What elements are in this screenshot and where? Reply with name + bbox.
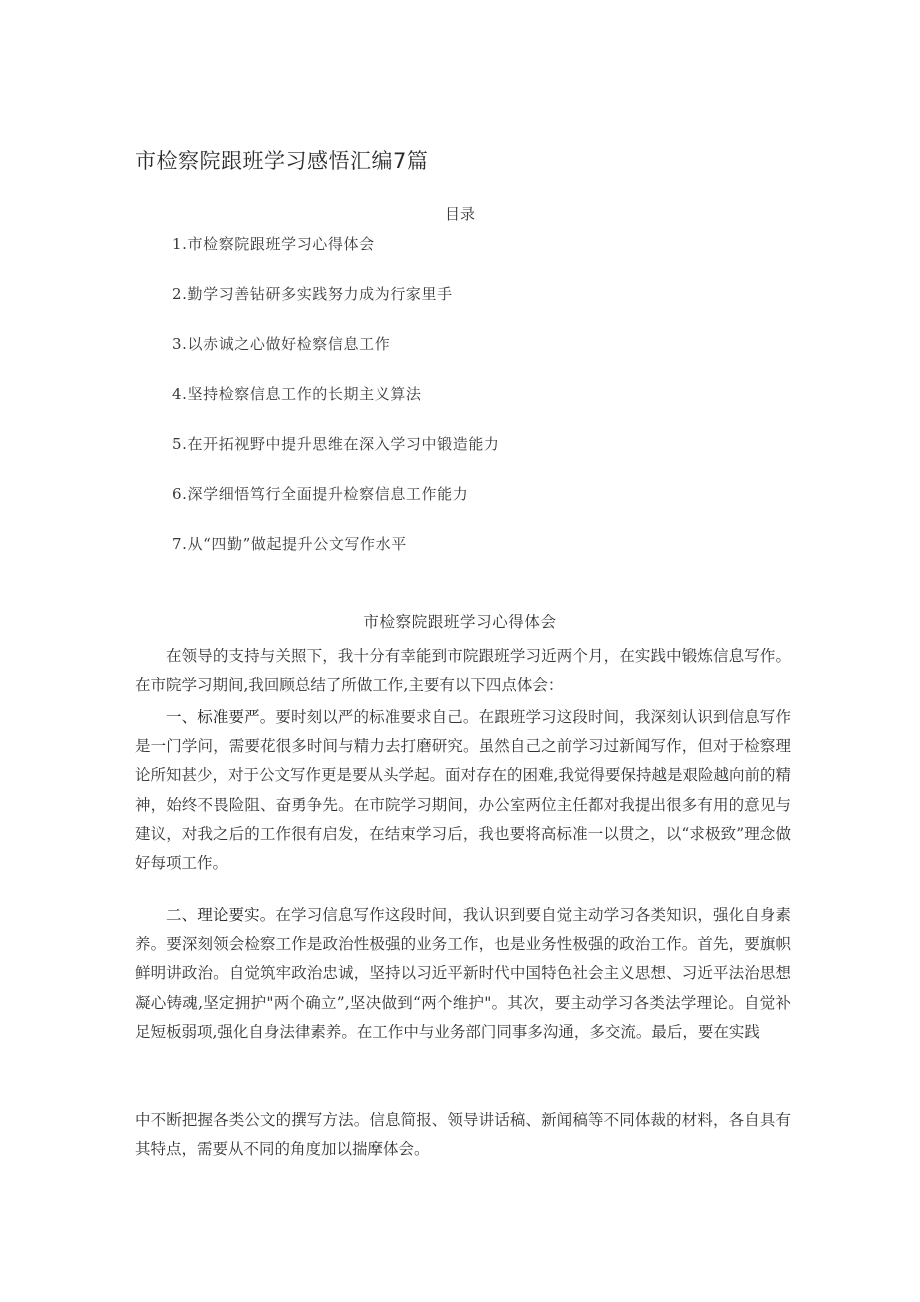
intro-paragraph-block (135, 642, 791, 700)
section-title: 市检察院跟班学习心得体会 (363, 613, 557, 631)
continuation-block (135, 1106, 791, 1164)
point-one-block (135, 703, 791, 878)
point-two-paragraph (135, 901, 791, 1047)
toc-item-2: 2.勤学习善钻研多实践努力成为行家里手 (172, 285, 453, 303)
toc-heading: 目录 (444, 205, 475, 223)
point-two-lead: 二、理论要实。 (166, 906, 276, 924)
point-one-lead: 一、标准要严。 (166, 708, 276, 726)
point-two-block (135, 901, 791, 1047)
document-title: 市检察院跟班学习感悟汇编7篇 (135, 149, 429, 173)
toc-item-1: 1.市检察院跟班学习心得体会 (172, 235, 375, 253)
point-one-text: 要时刻以严的标准要求自己。在跟班学习这段时间，我深刻认识到信息写作是一门学问，需要花很多时间与精力去打磨研究。虽然自己之前学习过新闻写作，但对于检察理论所知甚少，对于公文写作更是要从头学起。面对存在的困难,我觉得要保持越是艰险越向前的精神，始终不畏险阻、奋勇争先。在市院学习期间，办公室两位主任都对我提出很多有用的意见与建议，对我之后的工作很有启发，在结束学习后，我也要将高标准一以贯之，以“求极致”理念做好每项工作。 (135, 708, 791, 873)
toc-item-6: 6.深学细悟笃行全面提升检察信息工作能力 (172, 485, 469, 503)
table-of-contents (172, 234, 500, 584)
toc-item-4: 4.坚持检察信息工作的长期主义算法 (172, 385, 422, 403)
continuation-paragraph: 中不断把握各类公文的撰写方法。信息简报、领导讲话稿、新闻稿等不同体裁的材料，各自具有其特点，需要从不同的角度加以揣摩体会。 (135, 1111, 791, 1159)
point-two-text: 在学习信息写作这段时间，我认识到要自觉主动学习各类知识，强化自身素养。要深刻领会检察工作是政治性极强的业务工作，也是业务性极强的政治工作。首先，要旗帜鲜明讲政治。自觉筑牢政治忠诚，坚持以习近平新时代中国特色社会主义思想、习近平法治思想凝心铸魂,坚定拥护"两个确立”,坚决做到“两个维护"。其次，要主动学习各类法学理论。自觉补足短板弱项,强化自身法律素养。在工作中与业务部门同事多沟通，多交流。最后，要在实践 (135, 906, 791, 1041)
toc-item-7: 7.从“四勤”做起提升公文写作水平 (172, 535, 407, 553)
intro-paragraph: 在领导的支持与关照下，我十分有幸能到市院跟班学习近两个月，在实践中锻炼信息写作。在市院学习期间,我回顾总结了所做工作,主要有以下四点体会： (135, 647, 791, 695)
point-one-paragraph (135, 703, 791, 878)
toc-item-3: 3.以赤诚之心做好检察信息工作 (172, 335, 391, 353)
toc-item-5: 5.在开拓视野中提升思维在深入学习中锻造能力 (172, 435, 500, 453)
